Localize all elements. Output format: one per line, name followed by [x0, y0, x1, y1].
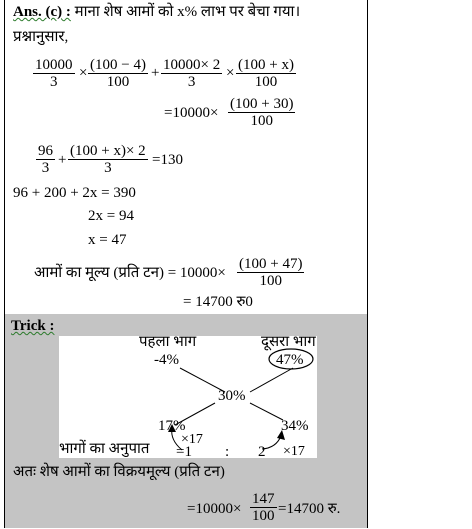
denominator: 3: [104, 160, 112, 176]
numerator: (100 + 30): [230, 96, 294, 112]
bottom-left-value: 17%: [158, 418, 186, 434]
denominator: 3: [41, 160, 50, 176]
equals-10000-times: =10000×: [164, 105, 219, 121]
equals-10000-times: =10000×: [187, 501, 242, 517]
second-part-label: दूसरा भाग: [261, 334, 316, 350]
first-part-label: पहला भाग: [139, 334, 197, 350]
numerator: 10000× 2: [163, 57, 221, 73]
times-sign: ×: [226, 65, 235, 81]
numerator: 147: [252, 491, 275, 507]
ratio-left-multiplier: ×17: [181, 432, 203, 447]
ratio-label: भागों का अनुपात: [59, 441, 150, 457]
numerator: (100 − 4): [90, 57, 146, 73]
times-sign: ×: [79, 65, 88, 81]
ratio-left: =1: [176, 444, 192, 460]
plus-sign: +: [58, 152, 67, 168]
trick-title: Trick :: [11, 318, 55, 334]
denominator: 3: [187, 74, 196, 90]
answer-label: Ans. (c) :: [13, 4, 71, 20]
numerator: 10000: [35, 57, 73, 73]
ratio-right-multiplier: ×17: [283, 444, 305, 459]
ratio-colon: :: [225, 444, 230, 460]
mean-value: 30%: [218, 388, 246, 404]
equation-8: = 14700 रु0: [183, 294, 253, 310]
denominator: 100: [259, 273, 282, 289]
fraction-147-over-100: [250, 491, 277, 524]
numerator: 96: [38, 143, 53, 159]
numerator: (100 + 47): [239, 256, 303, 272]
first-value: -4%: [154, 352, 179, 368]
equation-6: x = 47: [88, 232, 127, 248]
denominator: 100: [106, 74, 130, 90]
trick-remaining-price-text: अतः शेष आमों का विक्रयमूल्य (प्रति टन): [13, 464, 225, 480]
answer-text: माना शेष आमों को x% लाभ पर बेचा गया।: [74, 4, 301, 20]
ratio-right: 2: [258, 444, 266, 460]
numerator: (100 + x)× 2: [70, 143, 146, 159]
numerator: (100 + x): [238, 57, 294, 73]
equation-5: 2x = 94: [88, 208, 134, 224]
mango-price-text: आमों का मूल्य (प्रति टन) = 10000×: [34, 265, 226, 281]
equals-130: =130: [152, 152, 183, 168]
per-question-text: प्रश्नानुसार,: [13, 29, 69, 45]
denominator: 3: [50, 74, 58, 90]
bottom-right-value: 34%: [281, 418, 309, 434]
plus-sign: +: [151, 65, 160, 81]
denominator: 100: [250, 113, 273, 129]
denominator: 100: [252, 508, 275, 524]
second-value: 47%: [276, 352, 304, 368]
equation-4: 96 + 200 + 2x = 390: [13, 185, 136, 201]
final-result: =14700 रु.: [278, 501, 341, 517]
denominator: 100: [254, 74, 278, 90]
